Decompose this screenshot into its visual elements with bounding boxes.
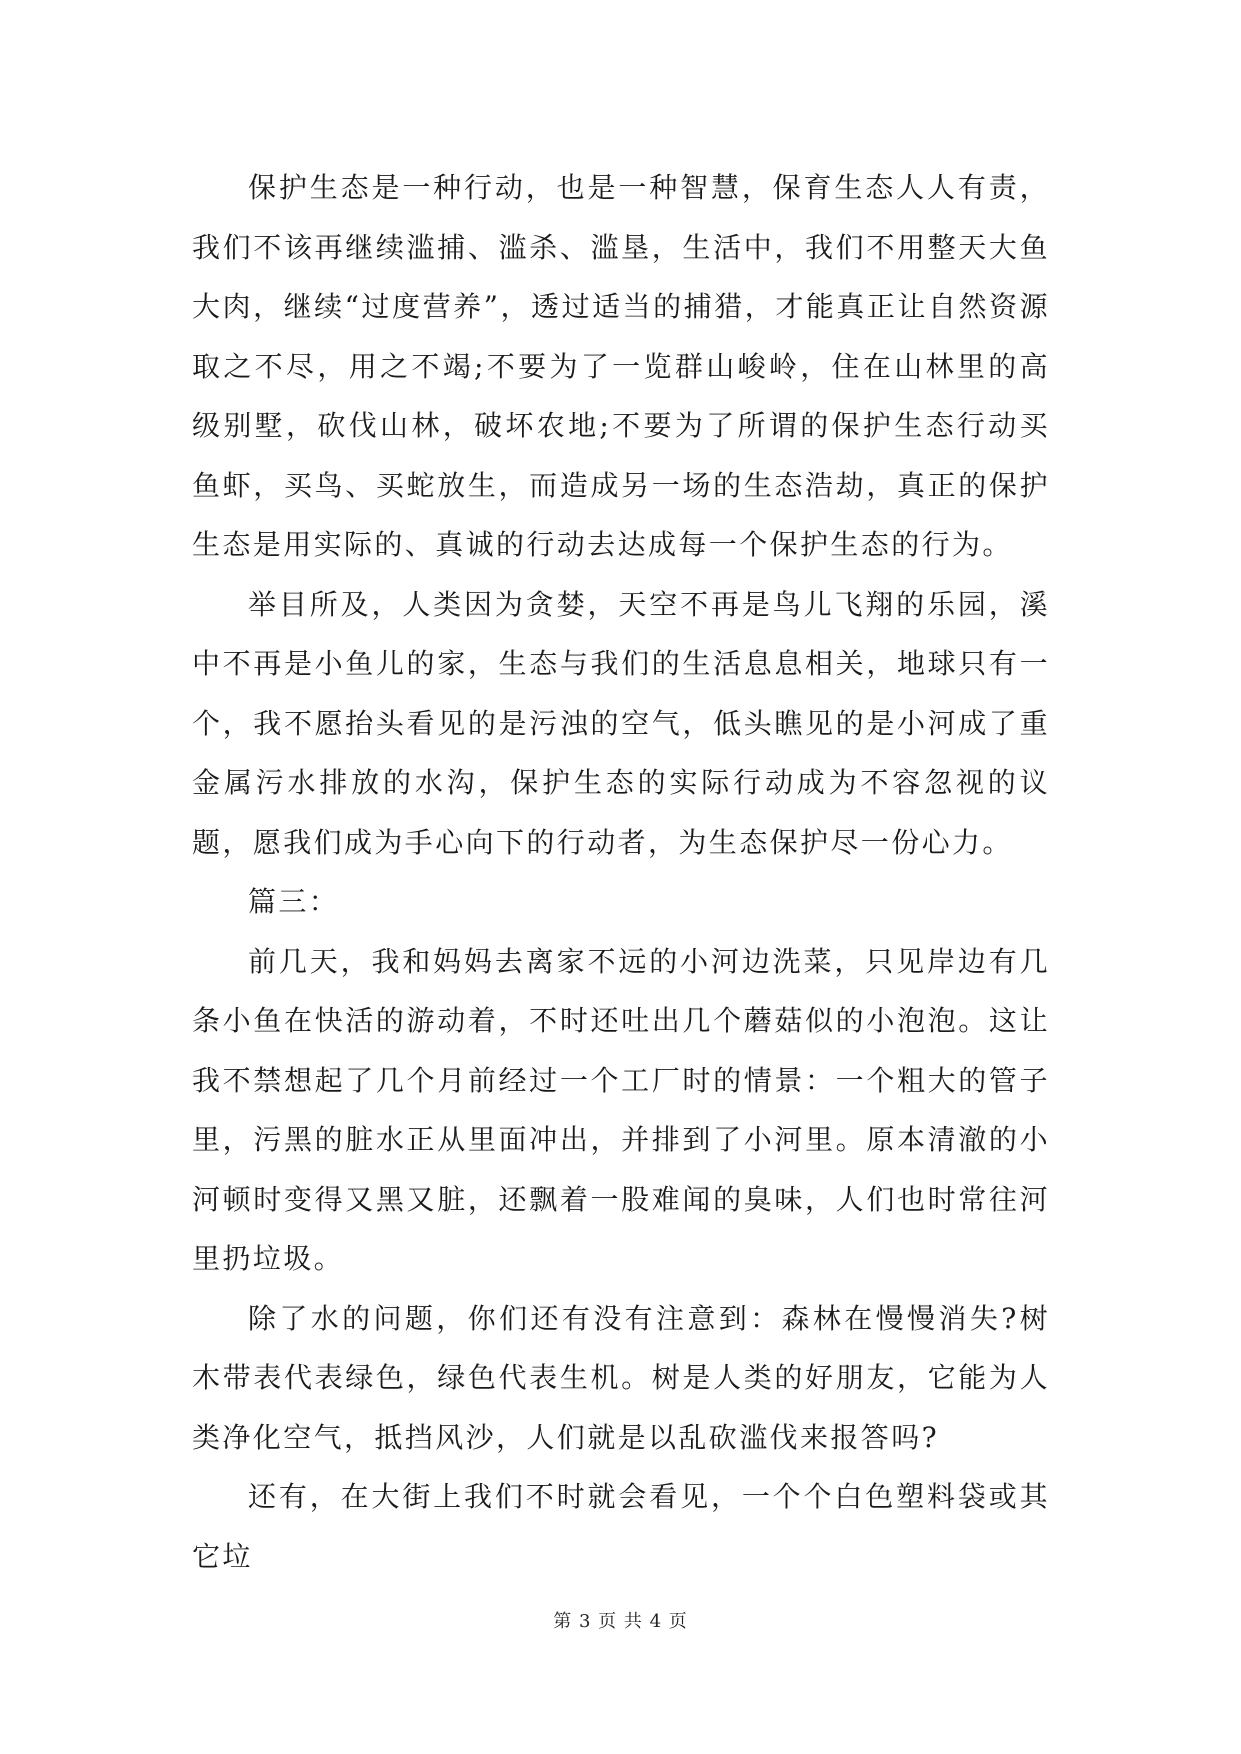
- paragraph-4: 除了水的问题，你们还有没有注意到：森林在慢慢消失?树木带表代表绿色，绿色代表生机。树是人类的好朋友，它能为人类净化空气，抵挡风沙，人们就是以乱砍滥伐来报答吗?: [192, 1301, 1050, 1454]
- page-number-footer: 第 3 页 共 4 页: [553, 1611, 688, 1632]
- paragraph-3: 前几天，我和妈妈去离家不远的小河边洗菜，只见岸边有几条小鱼在快活的游动着，不时还吐出几个蘑菇似的小泡泡。这让我不禁想起了几个月前经过一个工厂时的情景：一个粗大的管子里，污黑的脏水正从里面冲出，并排到了小河里。原本清澈的小河顿时变得又黑又脏，还飘着一股难闻的臭味，人们也时常往河里扔垃圾。: [192, 944, 1050, 1275]
- paragraph-2: 举目所及，人类因为贪婪，天空不再是鸟儿飞翔的乐园，溪中不再是小鱼儿的家，生态与我们的生活息息相关，地球只有一个，我不愿抬头看见的是污浊的空气，低头瞧见的是小河成了重金属污水排放的水沟，保护生态的实际行动成为不容忽视的议题，愿我们成为手心向下的行动者，为生态保护尽一份心力。: [192, 587, 1050, 859]
- document-body: [192, 158, 1050, 1586]
- paragraph-1: 保护生态是一种行动，也是一种智慧，保育生态人人有责，我们不该再继续滥捕、滥杀、滥垦，生活中，我们不用整天大鱼大肉，继续“过度营养”，透过适当的捕猎，才能真正让自然资源取之不尽，用之不竭;不要为了一览群山峻岭，住在山林里的高级别墅，砍伐山林，破坏农地;不要为了所谓的保护生态行动买鱼虾，买鸟、买蛇放生，而造成另一场的生态浩劫，真正的保护生态是用实际的、真诚的行动去达成每一个保护生态的行为。: [192, 171, 1050, 561]
- paragraph-5: 还有，在大街上我们不时就会看见，一个个白色塑料袋或其它垃: [192, 1480, 1050, 1573]
- section-heading: 篇三：: [248, 885, 340, 918]
